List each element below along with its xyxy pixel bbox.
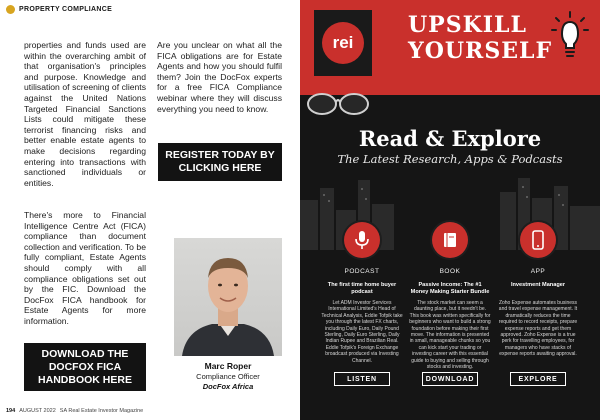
body-paragraph-2: There's more to Financial Intelligence Centre Act (FICA) compliance than document collection and verification. To be fully compliant, Estate Agents should comply with all compliance obligations set out by the FIC. Download the DocFox FICA handbook for Estate Agents for more information. <box>24 210 146 326</box>
page-footer <box>6 408 143 414</box>
microphone-icon <box>353 230 371 250</box>
section-label <box>6 5 112 14</box>
podcast-circle <box>344 222 380 258</box>
headline: Read & Explore <box>358 126 542 151</box>
banner-title <box>408 12 552 64</box>
section-label-text: PROPERTY COMPLIANCE <box>19 6 113 13</box>
rei-logo-circle: rei <box>322 22 364 64</box>
register-button[interactable]: REGISTER TODAY BY CLICKING HERE <box>158 143 282 181</box>
banner-title-line1: UPSKILL <box>408 12 527 38</box>
book-circle <box>432 222 468 258</box>
person-portrait-icon <box>174 238 282 356</box>
app-circle <box>520 222 556 258</box>
person-company: DocFox Africa <box>202 382 254 391</box>
download-handbook-button[interactable]: DOWNLOAD THE DOCFOX FICA HANDBOOK HERE <box>24 343 146 391</box>
subheadline: The Latest Research, Apps & Podcasts <box>337 152 563 166</box>
download-book-button[interactable]: DOWNLOAD <box>422 372 478 386</box>
page-number: 194 <box>6 408 16 414</box>
person-role: Compliance Officer <box>196 372 260 381</box>
category-label: PODCAST <box>344 268 380 275</box>
person-name: Marc Roper <box>204 361 252 371</box>
column-body: Let ADM Investor Services International Limited's Head of Technical Analysis, Eddie Tofpik take you through the latest FX charts, including Daily Euro, Daily Pound Sterling, Daily Euro Sterling, Daily Indian Rupee and Brazilian Real. Eddie Tofpik's Foreign Exchange broadcast produced via Investing Channel. <box>321 300 403 364</box>
listen-button[interactable]: LISTEN <box>334 372 390 386</box>
rei-logo <box>314 10 372 76</box>
person-photo <box>174 238 282 356</box>
body-paragraph-3: Are you unclear on what all the FICA obligations are for Estate Agents and how you should fulfil them? Join the DocFox experts for a free FICA Compliance webinar where they will discuss everything you need to know. <box>157 40 282 114</box>
column-body: Zoho Expense automates business and travel expense management. It dramatically reduces the time required to record receipts, prepare expense reports and get them approved. Zoho Expense is a true perk for travelling employees, for managers who have stacks of expense reports awaiting approval. <box>498 300 578 358</box>
banner-title-line2: YOURSELF <box>408 38 553 64</box>
body-paragraph-1: properties and funds used are within the overarching ambit of that organisation's principles and purpose. Knowledge and utilisation of screening of clients against the United Nations Targeted Financial Sanctions Lists could mitigate these terrorist financing risks and better enable estate agents to make decisions regarding entering into transactions with sanctioned individuals or entities. <box>24 40 146 188</box>
category-label: BOOK <box>439 268 461 275</box>
book-icon <box>441 231 459 249</box>
eyeglasses-icon <box>304 88 374 118</box>
lightbulb-icon <box>550 10 590 62</box>
issue-date: AUGUST 2022 <box>19 408 56 414</box>
right-page <box>300 0 600 420</box>
column-body: The stock market can seem a daunting place, but it needn't be. This book was written specifically for beginners who want to build a strong foundation before making their first move. The information is presented in small, manageable chunks so you can kick start your trading or investing career with this essential guide to buying and selling through stocks and investing. <box>409 300 491 371</box>
section-dot-icon <box>6 5 15 14</box>
category-label: APP <box>530 268 546 275</box>
smartphone-icon <box>531 230 545 250</box>
column-title: The first time home buyer podcast <box>327 282 397 295</box>
column-title: Investment Manager <box>510 282 566 288</box>
column-title: Passive Income: The #1 Money Making Starter Bundle <box>410 282 490 295</box>
person-caption <box>174 361 282 392</box>
magazine-name: SA Real Estate Investor Magazine <box>59 408 144 414</box>
explore-button[interactable]: EXPLORE <box>510 372 566 386</box>
